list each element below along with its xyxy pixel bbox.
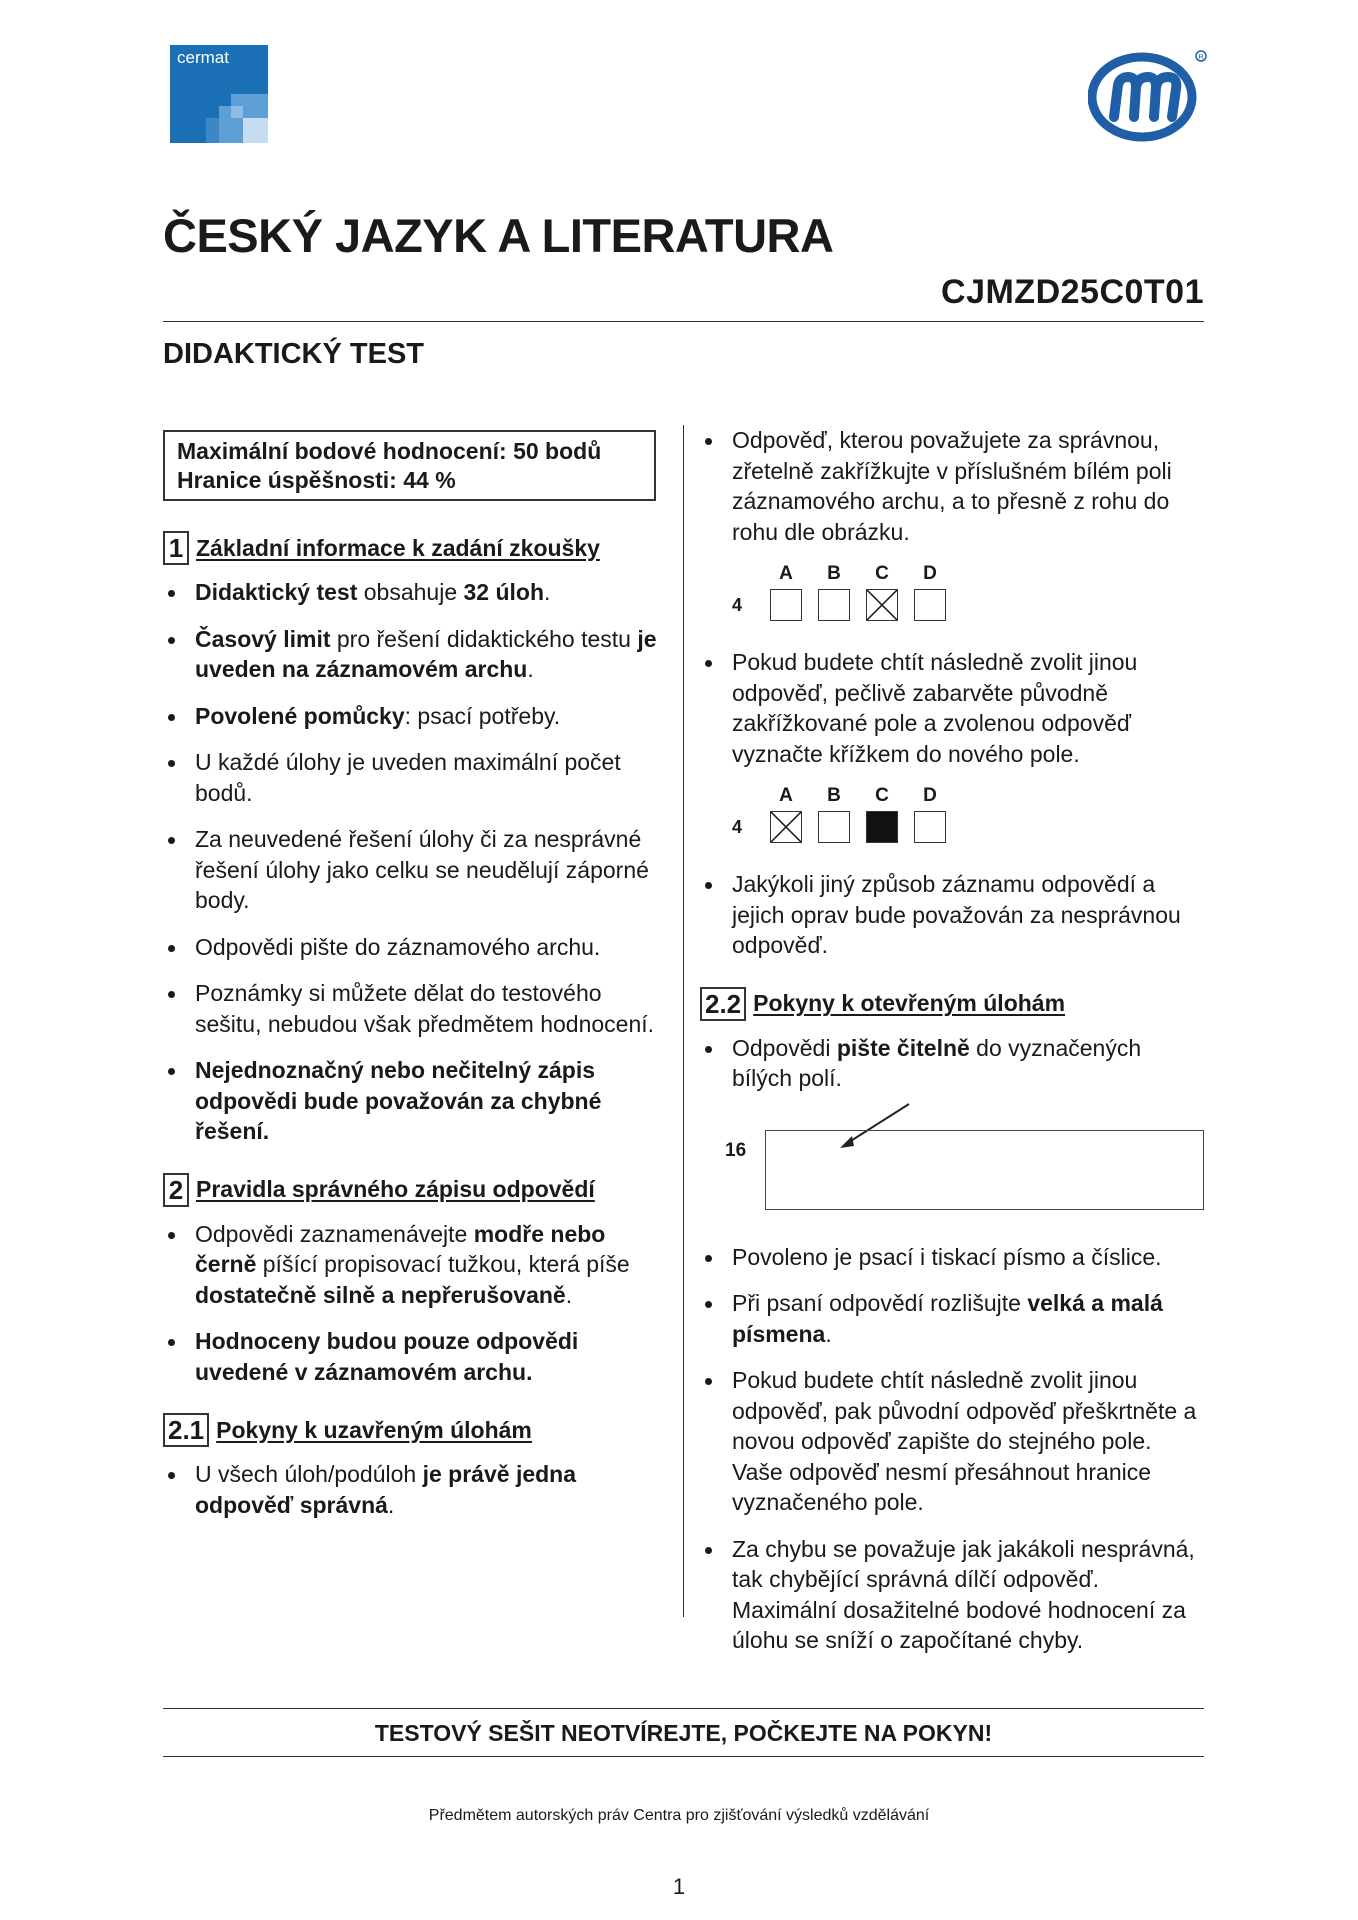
text-run: je uveden na záznamovém archu [195, 625, 657, 682]
pass-threshold: Hranice úspěšnosti: 44 % [177, 467, 456, 493]
section-2-2-list [700, 1242, 1205, 1656]
page-title: ČESKÝ JAZYK A LITERATURA [163, 209, 834, 262]
list-item [700, 1033, 1205, 1094]
text-run: modře nebo černě [195, 1220, 606, 1277]
text-run: obsahuje [357, 579, 464, 605]
section-2-heading [163, 1173, 668, 1207]
cermat-logo [170, 45, 268, 143]
answer-option [914, 563, 946, 621]
text-run: Za chybu se považuje jak jakákoli nesprávná, tak chybějící správná dílčí odpověď. Maximální dosažitelné bodové hodnocení za úlohu se sníží o započítané chyby. [732, 1535, 1195, 1653]
text-run: Didaktický test [195, 579, 358, 605]
answer-option [818, 563, 850, 621]
answer-option [866, 785, 898, 843]
score-box [163, 430, 656, 501]
text-run: : psací potřeby. [404, 702, 561, 729]
option-letter: B [827, 563, 841, 584]
text-run: Při psaní odpovědí rozlišujte [732, 1290, 1028, 1316]
text-run: U všech úloh/podúloh [195, 1461, 423, 1487]
section-2-1-heading [163, 1413, 668, 1447]
page-number: 1 [672, 1874, 686, 1899]
list-item [163, 1219, 668, 1311]
text-run: . [565, 1281, 573, 1308]
left-column [163, 430, 668, 1546]
option-letter: A [779, 563, 793, 584]
field-number: 16 [725, 1139, 747, 1161]
text-run: Nejednoznačný nebo nečitelný zápis odpovědi bude považován za chybné řešení. [195, 1057, 602, 1144]
list-item [700, 1242, 1205, 1273]
list-item [163, 577, 668, 608]
closed-item-2 [700, 647, 1205, 769]
answer-box-filled [866, 811, 898, 843]
option-letter: C [875, 563, 889, 584]
list-item [163, 932, 668, 963]
section-2-2-heading [700, 987, 1205, 1021]
answer-box-cross [866, 589, 898, 621]
answer-box-empty [914, 811, 946, 843]
section-2-list [163, 1219, 668, 1388]
text-run: Odpověď, kterou považujete za správnou, zřetelně zakřížkujte v příslušném bílém poli záznamového archu, a to přesně z rohu do rohu dle obrázku. [732, 427, 1172, 545]
answer-box-empty [914, 589, 946, 621]
text-run: Odpovědi zaznamenávejte [195, 1220, 474, 1247]
list-item [163, 1055, 668, 1147]
cross-mark-icon [771, 812, 801, 842]
list-item [700, 869, 1205, 961]
text-run: velká a malá písmena [732, 1290, 1163, 1347]
option-letter: B [827, 785, 841, 806]
text-run: píšící propisovací tužkou, která píše [256, 1251, 630, 1277]
text-run: 32 úloh [463, 579, 545, 605]
list-item [163, 824, 668, 916]
section-number: 2.2 [700, 987, 746, 1021]
list-item [163, 1459, 668, 1520]
open-answer-example [700, 1102, 1205, 1220]
text-run: je právě jedna odpověď správná [195, 1461, 577, 1518]
list-item [163, 978, 668, 1039]
text-run: U každé úlohy je uveden maximální počet bodů. [195, 749, 621, 806]
text-run: . [825, 1320, 832, 1347]
question-number: 4 [732, 817, 743, 837]
text-run: . [527, 656, 534, 682]
footer-rule-bottom [163, 1756, 1204, 1757]
text-run: Hodnoceny budou pouze odpovědi uvedené v záznamovém archu. [195, 1328, 579, 1385]
section-1-list [163, 577, 668, 1147]
answer-option [914, 785, 946, 843]
text-run: Poznámky si můžete dělat do testového sešitu, nebudou však předmětem hodnocení. [195, 980, 655, 1037]
list-item [163, 747, 668, 808]
option-letter: A [779, 785, 793, 806]
open-item-1 [700, 1033, 1205, 1094]
footer-rule-top [163, 1708, 1204, 1709]
text-run: do vyznačených bílých polí. [732, 1034, 1142, 1091]
list-item [163, 624, 668, 685]
header-divider [163, 321, 1204, 322]
option-letter: C [875, 785, 889, 806]
subtitle: DIDAKTICKÝ TEST [163, 338, 424, 370]
list-item [163, 1326, 668, 1387]
text-run: . [387, 1491, 395, 1518]
section-2-1-list [163, 1459, 668, 1520]
text-run: Odpovědi [732, 1034, 837, 1061]
text-run: Povolené pomůcky [195, 702, 405, 729]
text-run: Povoleno je psací i tiskací písmo a číslice. [732, 1243, 1162, 1270]
list-item [163, 701, 668, 732]
text-run: Časový limit [195, 625, 331, 652]
answer-field [765, 1130, 1204, 1210]
answer-option [770, 563, 802, 621]
do-not-open-notice: TESTOVÝ SEŠIT NEOTVÍREJTE, POČKEJTE NA POKYN! [374, 1720, 993, 1746]
answer-box-empty [818, 811, 850, 843]
answer-box-cross [770, 811, 802, 843]
answer-option [866, 563, 898, 621]
text-run: Pokud budete chtít následně zvolit jinou odpověď, pečlivě zabarvěte původně zakřížkované pole a zvolenou odpověď vyznačte křížkem do nového pole. [732, 649, 1138, 767]
answer-grid-example-2 [732, 785, 1205, 847]
section-title: Základní informace k zadání zkoušky [196, 534, 600, 561]
section-1-heading [163, 531, 668, 565]
question-number: 4 [732, 595, 743, 615]
closed-item-1 [700, 425, 1205, 547]
answer-grid-example-1 [732, 563, 1205, 625]
answer-option [818, 785, 850, 843]
svg-text:R: R [1198, 54, 1204, 61]
list-item [700, 425, 1205, 547]
text-run: Pokud budete chtít následně zvolit jinou odpověď, pak původní odpověď přeškrtněte a novou odpověď zapište do stejného pole. Vaše odpověď nesmí přesáhnout hranice vyznačeného pole. [732, 1367, 1197, 1515]
list-item [700, 1365, 1205, 1518]
option-letter: D [923, 785, 937, 806]
copyright-note: Předmětem autorských práv Centra pro zjišťování výsledků vzdělávání [428, 1807, 930, 1824]
section-number: 2 [163, 1173, 189, 1207]
text-run: . [544, 579, 551, 605]
test-code: CJMZD25C0T01 [941, 273, 1204, 311]
answer-option [770, 785, 802, 843]
maturita-m-logo [1088, 45, 1208, 145]
cermat-logo-text: cermat [177, 48, 229, 67]
text-run: pište čitelně [836, 1034, 970, 1061]
section-title: Pokyny k otevřeným úlohám [753, 990, 1066, 1016]
answer-box-empty [818, 589, 850, 621]
text-run: pro řešení didaktického testu [330, 625, 638, 652]
max-score: Maximální bodové hodnocení: 50 bodů [177, 438, 602, 464]
section-title: Pravidla správného zápisu odpovědí [196, 1176, 595, 1202]
section-title: Pokyny k uzavřeným úlohám [216, 1416, 532, 1443]
list-item [700, 1288, 1205, 1349]
closed-item-3 [700, 869, 1205, 961]
cross-mark-icon [867, 590, 897, 620]
list-item [700, 647, 1205, 769]
text-run: Jakýkoli jiný způsob záznamu odpovědí a jejich oprav bude považován za nesprávnou odpověď. [732, 871, 1181, 958]
option-letter: D [923, 563, 937, 584]
answer-box-empty [770, 589, 802, 621]
section-number: 1 [163, 531, 189, 565]
right-column [700, 425, 1205, 1682]
section-number: 2.1 [163, 1413, 209, 1447]
text-run: Odpovědi pište do záznamového archu. [195, 933, 601, 960]
text-run: dostatečně silně a nepřerušovaně [195, 1281, 566, 1308]
text-run: Za neuvedené řešení úlohy či za nesprávné řešení úlohy jako celku se neudělují záporné body. [195, 826, 649, 913]
list-item [700, 1534, 1205, 1656]
column-divider [683, 425, 684, 1617]
